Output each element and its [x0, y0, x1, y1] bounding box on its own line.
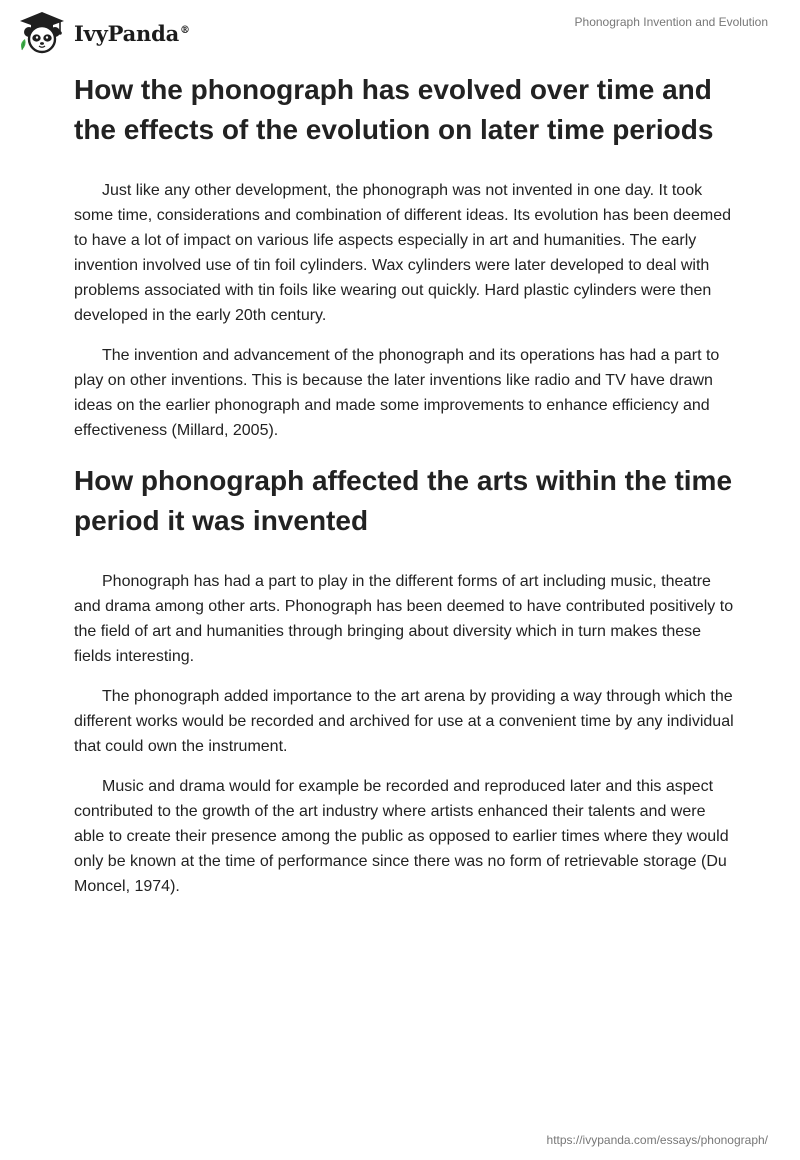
- paragraph: The invention and advancement of the phonograph and its operations has had a part to play on other inventions. This is because the later inventions like radio and TV have drawn ideas on the earlier phonograph and made some improvements to enhance efficiency and effectiveness (Millard, 2005).: [74, 347, 720, 439]
- registered-mark: ®: [180, 24, 190, 36]
- brand-text: IvyPanda: [74, 20, 180, 46]
- brand-name: [74, 21, 190, 46]
- paragraph: Phonograph has had a part to play in the different forms of art including music, theatre and drama among other arts. Phonograph has been deemed to have contributed positively to the field of art and humanities through bringing about diversity which in turn makes these fields interesting.: [74, 573, 734, 665]
- section-heading-arts: How phonograph affected the arts within the time period it was invented: [74, 465, 733, 536]
- document-title: Phonograph Invention and Evolution: [574, 15, 768, 29]
- source-url-link[interactable]: https://ivypanda.com/essays/phonograph/: [546, 1133, 768, 1147]
- paragraph: Just like any other development, the phonograph was not invented in one day. It took some time, considerations and combination of different ideas. Its evolution has been deemed to have a lot of impact on various life aspects especially in art and humanities. The early invention involved use of tin foil cylinders. Wax cylinders were later developed to deal with problems associated with tin foils like wearing out quickly. Hard plastic cylinders were then developed in the early 20th century.: [74, 182, 731, 324]
- ivypanda-logo[interactable]: [16, 10, 190, 54]
- article-body: [74, 70, 734, 899]
- page-header: [0, 0, 800, 60]
- paragraph: Music and drama would for example be recorded and reproduced later and this aspect contributed to the growth of the art industry where artists enhanced their talents and were able to create their presence among the public as opposed to earlier times where they would only be known at the time of performance since there was no form of retrievable storage (Du Moncel, 1974).: [74, 778, 729, 895]
- paragraph: The phonograph added importance to the art arena by providing a way through which the different works would be recorded and archived for use at a convenient time by any individual that could own the instrument.: [74, 688, 734, 755]
- panda-graduate-icon: [16, 10, 68, 54]
- section-heading-evolution: How the phonograph has evolved over time and the effects of the evolution on later time periods: [74, 74, 714, 145]
